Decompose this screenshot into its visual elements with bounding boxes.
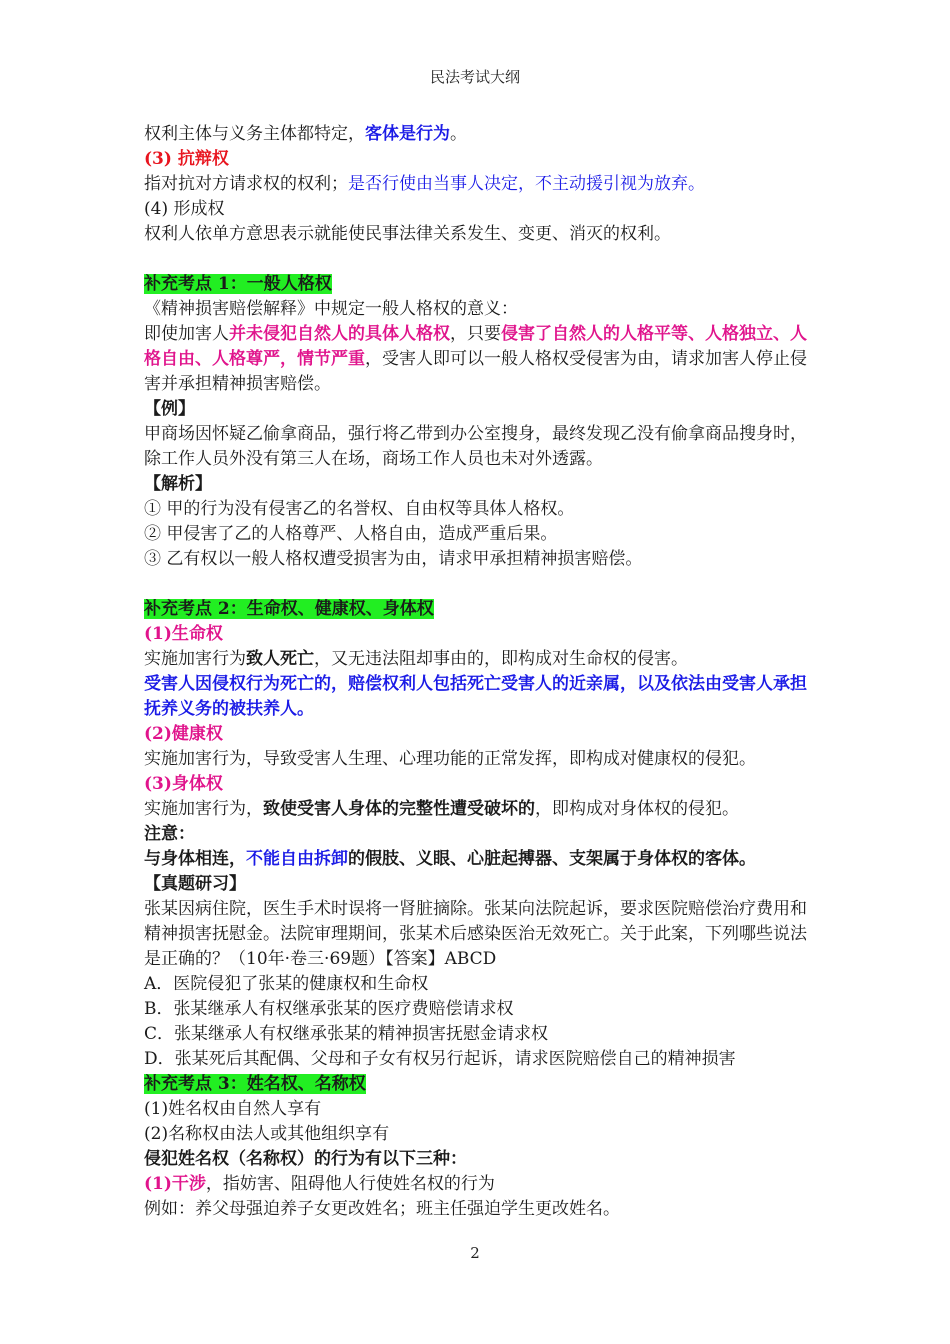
highlighted-title: 补充考点 3：姓名权、名称权	[144, 1074, 366, 1094]
option-a: A．医院侵犯了张某的健康权和生命权	[144, 974, 429, 994]
highlighted-title: 补充考点 2：生命权、健康权、身体权	[144, 599, 434, 619]
text: ，指妨害、阻碍他人行使姓名权的行为	[205, 1174, 495, 1194]
paragraph	[144, 122, 814, 147]
list-item: ② 甲侵害了乙的人格尊严、人格自由，造成严重后果。	[144, 524, 558, 544]
subheading-defense-right: (3) 抗辩权	[144, 149, 229, 169]
paragraph: 侵犯姓名权（名称权）的行为有以下三种：	[144, 1149, 467, 1169]
section-title	[144, 272, 814, 297]
subheading-right-to-life: (1)生命权	[144, 624, 223, 644]
text: 。	[450, 124, 467, 144]
text: 与身体相连，	[144, 849, 246, 869]
emphasis-text: 致人死亡	[246, 649, 314, 669]
paragraph	[144, 647, 814, 672]
paragraph: 甲商场因怀疑乙偷拿商品，强行将乙带到办公室搜身，最终发现乙没有偷拿商品搜身时，除工作人员外没有第三人在场，商场工作人员也未对外透露。	[144, 424, 807, 469]
paragraph: 《精神损害赔偿解释》中规定一般人格权的意义：	[144, 299, 518, 319]
paragraph: 权利人依单方意思表示就能使民事法律关系发生、变更、消灭的权利。	[144, 224, 671, 244]
emphasis-text: 致使受害人身体的完整性遭受破坏的	[263, 799, 535, 819]
paragraph	[144, 847, 814, 872]
paragraph: 例如：养父母强迫养子女更改姓名；班主任强迫学生更改姓名。	[144, 1199, 620, 1219]
emphasis-text: (1)干涉	[144, 1174, 206, 1194]
paragraph	[144, 172, 814, 197]
text: 即使加害人	[144, 324, 229, 344]
exam-study-label: 【真题研习】	[144, 874, 246, 894]
text: ，只要	[450, 324, 501, 344]
subheading-right-to-health: (2)健康权	[144, 724, 223, 744]
subheading-right-to-body: (3)身体权	[144, 774, 223, 794]
text: 的假肢、义眼、心脏起搏器、支架属于身体权的客体。	[348, 849, 756, 869]
note-label: 注意：	[144, 824, 195, 844]
option-d: D．张某死后其配偶、父母和子女有权另行起诉，请求医院赔偿自己的精神损害	[144, 1049, 736, 1069]
paragraph	[144, 797, 814, 822]
text: 实施加害行为，	[144, 799, 263, 819]
page-number: 2	[470, 1244, 480, 1262]
option-c: C．张某继承人有权继承张某的精神损害抚慰金请求权	[144, 1024, 549, 1044]
text: ，即构成对身体权的侵犯。	[535, 799, 739, 819]
emphasis-text: 是否行使由当事人决定，不主动援引视为放弃。	[348, 174, 705, 194]
document-body	[144, 122, 814, 1222]
text: ，又无违法阻却事由的，即构成对生命权的侵害。	[314, 649, 688, 669]
text: ，受害人即可以一般人格权受侵害为由，请求加害人停止侵害并承担精神损害赔偿。	[144, 349, 807, 394]
paragraph	[144, 1172, 814, 1197]
option-b: B．张某继承人有权继承张某的医疗费赔偿请求权	[144, 999, 514, 1019]
paragraph: (1)姓名权由自然人享有	[144, 1099, 322, 1119]
analysis-label: 【解析】	[144, 474, 212, 494]
section-title	[144, 1072, 814, 1097]
section-title	[144, 597, 814, 622]
spacer	[144, 247, 814, 272]
list-item: ① 甲的行为没有侵害乙的名誉权、自由权等具体人格权。	[144, 499, 575, 519]
page-header: 民法考试大纲	[429, 68, 520, 86]
paragraph	[144, 322, 814, 397]
example-label: 【例】	[144, 399, 195, 419]
paragraph: 受害人因侵权行为死亡的，赔偿权利人包括死亡受害人的近亲属，以及依法由受害人承担抚养义务的被扶养人。	[144, 674, 807, 719]
text: 指对抗对方请求权的权利；	[144, 174, 348, 194]
emphasis-text: 客体是行为	[365, 124, 450, 144]
question-text: 张某因病住院，医生手术时误将一肾脏摘除。张某向法院起诉，要求医院赔偿治疗费用和精神损害抚慰金。法院审理期间，张某术后感染医治无效死亡。关于此案，下列哪些说法是正确的？（10年·卷三·69题）【答案】ABCD	[144, 899, 807, 969]
paragraph: (2)名称权由法人或其他组织享有	[144, 1124, 390, 1144]
paragraph: 实施加害行为，导致受害人生理、心理功能的正常发挥，即构成对健康权的侵犯。	[144, 749, 756, 769]
emphasis-text: 侵害了自然人的人格平等、人格独立、人格自由、人格尊严，情节严重	[144, 324, 807, 369]
subheading-formation-right: (4) 形成权	[144, 199, 225, 219]
emphasis-text: 并未侵犯自然人的具体人格权	[229, 324, 450, 344]
emphasis-text: 不能自由拆卸	[246, 849, 348, 869]
spacer	[144, 572, 814, 597]
highlighted-title: 补充考点 1：一般人格权	[144, 274, 332, 294]
text: 权利主体与义务主体都特定，	[144, 124, 365, 144]
text: 实施加害行为	[144, 649, 246, 669]
list-item: ③ 乙有权以一般人格权遭受损害为由，请求甲承担精神损害赔偿。	[144, 549, 643, 569]
